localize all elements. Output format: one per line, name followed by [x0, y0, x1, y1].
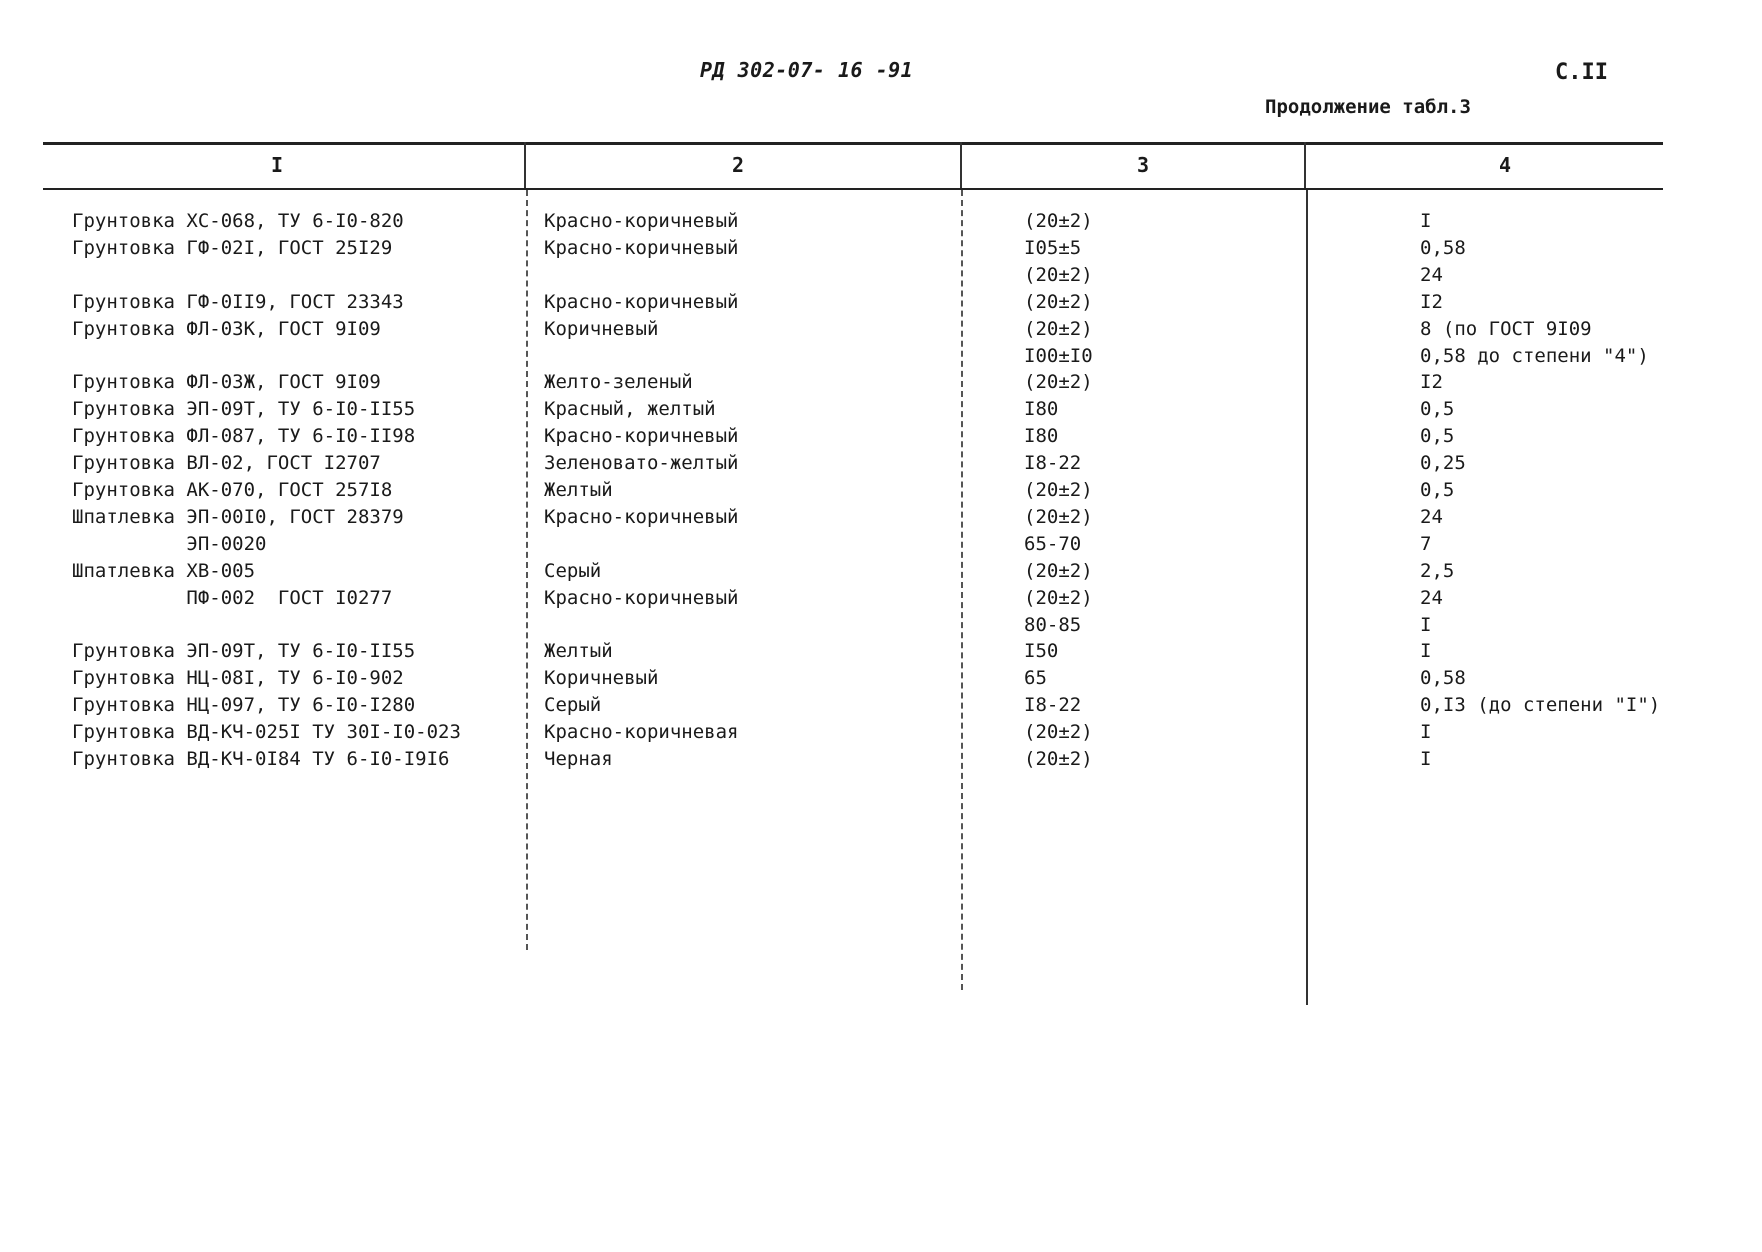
cell-material: Грунтовка ГФ-0II9, ГОСТ 23343 [72, 290, 404, 313]
cell-value: 0,58 до степени "4") [1420, 344, 1649, 367]
cell-color: Желтый [544, 640, 613, 663]
cell-material: ПФ-002 ГОСТ I0277 [72, 586, 393, 609]
table-row [0, 560, 1762, 586]
table-continuation-note: Продолжение табл.3 [1265, 96, 1471, 118]
table-row [0, 614, 1762, 640]
cell-color: Красно-коричневый [544, 425, 739, 448]
column-header-4: 4 [1498, 153, 1512, 177]
cell-value: 0,5 [1420, 398, 1455, 421]
table-row [0, 371, 1762, 397]
cell-material: Грунтовка ГФ-02I, ГОСТ 25I29 [72, 236, 393, 259]
cell-color: Черная [544, 748, 613, 770]
cell-value: 24 [1420, 505, 1443, 528]
cell-temperature: (20±2) [1024, 317, 1093, 340]
cell-temperature: (20±2) [1024, 290, 1093, 313]
cell-material: Грунтовка ХС-068, ТУ 6-I0-820 [72, 210, 404, 232]
cell-temperature: (20±2) [1024, 586, 1093, 609]
cell-temperature: I8-22 [1024, 694, 1082, 717]
cell-color: Красно-коричневая [544, 721, 739, 744]
cell-temperature: (20±2) [1024, 371, 1093, 394]
cell-temperature: I05±5 [1024, 236, 1082, 259]
cell-value: 0,58 [1420, 667, 1466, 690]
cell-material: ЭП-0020 [72, 532, 267, 555]
table-row [0, 506, 1762, 532]
cell-temperature: (20±2) [1024, 479, 1093, 501]
table-row [0, 237, 1762, 263]
cell-value: 24 [1420, 586, 1443, 609]
cell-color: Красный, желтый [544, 398, 716, 421]
column-divider-2 [960, 142, 962, 188]
table-row [0, 425, 1762, 451]
cell-value: 0,5 [1420, 425, 1455, 448]
cell-temperature: I80 [1024, 425, 1059, 448]
cell-value: I [1420, 613, 1432, 636]
table-row [0, 345, 1762, 371]
cell-temperature: (20±2) [1024, 748, 1093, 770]
column-divider-3 [1304, 142, 1306, 188]
table-row [0, 210, 1762, 236]
column-divider-1 [524, 142, 526, 188]
cell-temperature: 80-85 [1024, 613, 1082, 636]
cell-color: Зеленовато-желтый [544, 452, 739, 475]
table-top-rule [43, 142, 1663, 145]
table-row [0, 721, 1762, 747]
cell-material: Грунтовка НЦ-097, ТУ 6-I0-I280 [72, 694, 416, 717]
cell-material: Грунтовка ЭП-09Т, ТУ 6-I0-II55 [72, 398, 416, 421]
cell-color: Красно-коричневый [544, 586, 739, 609]
cell-value: I [1420, 748, 1432, 770]
cell-value: I2 [1420, 290, 1443, 313]
cell-value: I [1420, 210, 1432, 232]
cell-value: 2,5 [1420, 559, 1455, 582]
cell-color: Серый [544, 559, 602, 582]
cell-material: Грунтовка ВЛ-02, ГОСТ I2707 [72, 452, 381, 475]
cell-material: Грунтовка ВД-КЧ-025I ТУ 30I-I0-023 [72, 721, 461, 744]
table-row [0, 318, 1762, 344]
cell-material: Грунтовка ФЛ-087, ТУ 6-I0-II98 [72, 425, 416, 448]
table-row [0, 291, 1762, 317]
table-row [0, 452, 1762, 478]
cell-value: I [1420, 721, 1432, 744]
table-row [0, 398, 1762, 424]
cell-color: Красно-коричневый [544, 290, 739, 313]
table-header-rule [43, 188, 1663, 190]
cell-temperature: I8-22 [1024, 452, 1082, 475]
cell-material: Грунтовка АК-070, ГОСТ 257I8 [72, 479, 393, 501]
cell-temperature: 65 [1024, 667, 1047, 690]
cell-value: 0,5 [1420, 479, 1455, 501]
table-row [0, 640, 1762, 666]
cell-temperature: I50 [1024, 640, 1059, 663]
cell-material: Шпатлевка ХВ-005 [72, 559, 256, 582]
cell-value: 24 [1420, 263, 1443, 286]
cell-material: Грунтовка ФЛ-03Ж, ГОСТ 9I09 [72, 371, 381, 394]
cell-color: Коричневый [544, 667, 659, 690]
column-header-3: 3 [1136, 153, 1150, 177]
table-row [0, 264, 1762, 290]
cell-value: 0,58 [1420, 236, 1466, 259]
cell-temperature: (20±2) [1024, 505, 1093, 528]
cell-color: Желто-зеленый [544, 371, 693, 394]
cell-value: I [1420, 640, 1432, 663]
cell-temperature: (20±2) [1024, 559, 1093, 582]
cell-value: 0,25 [1420, 452, 1466, 475]
cell-color: Красно-коричневый [544, 505, 739, 528]
cell-value: I2 [1420, 371, 1443, 394]
cell-temperature: 65-70 [1024, 532, 1082, 555]
cell-material: Грунтовка ФЛ-03К, ГОСТ 9I09 [72, 317, 381, 340]
page-number: С.II [1555, 60, 1608, 85]
cell-material: Грунтовка ЭП-09Т, ТУ 6-I0-II55 [72, 640, 416, 663]
cell-temperature: (20±2) [1024, 721, 1093, 744]
cell-color: Серый [544, 694, 602, 717]
cell-temperature: (20±2) [1024, 263, 1093, 286]
cell-color: Коричневый [544, 317, 659, 340]
cell-color: Желтый [544, 479, 613, 501]
table-row [0, 748, 1762, 774]
cell-temperature: I80 [1024, 398, 1059, 421]
cell-material: Грунтовка НЦ-08I, ТУ 6-I0-902 [72, 667, 404, 690]
table-row [0, 667, 1762, 693]
cell-value: 7 [1420, 532, 1432, 555]
cell-material: Шпатлевка ЭП-00I0, ГОСТ 28379 [72, 505, 404, 528]
column-header-1: I [270, 153, 284, 177]
table-row [0, 587, 1762, 613]
cell-value: 0,I3 (до степени "I") [1420, 694, 1661, 717]
table-row [0, 694, 1762, 720]
cell-material: Грунтовка ВД-КЧ-0I84 ТУ 6-I0-I9I6 [72, 748, 450, 770]
column-header-2: 2 [731, 153, 745, 177]
table-row [0, 533, 1762, 559]
document-code: РД 302-07- 16 -91 [700, 58, 914, 82]
cell-color: Красно-коричневый [544, 210, 739, 232]
cell-color: Красно-коричневый [544, 236, 739, 259]
cell-temperature: I00±I0 [1024, 344, 1093, 367]
cell-value: 8 (по ГОСТ 9I09 [1420, 317, 1592, 340]
cell-temperature: (20±2) [1024, 210, 1093, 232]
table-row [0, 479, 1762, 505]
